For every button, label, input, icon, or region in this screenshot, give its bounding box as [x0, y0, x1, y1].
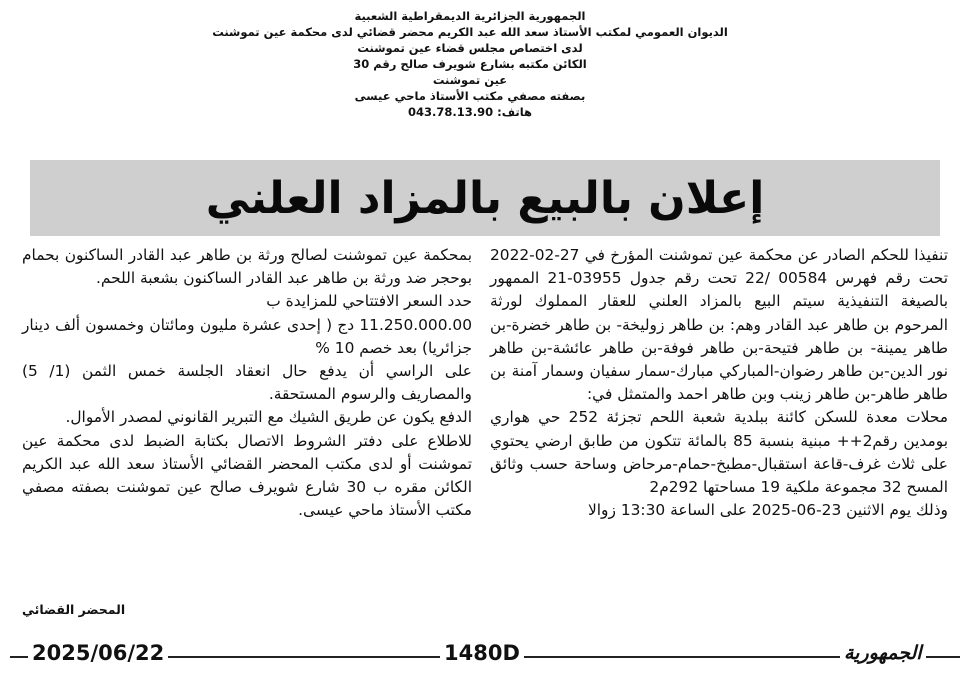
footer-page-number: 1480D	[440, 641, 524, 665]
header-line-2: الديوان العمومي لمكتب الأستاذ سعد الله عبد الكريم محضر قضائي لدى محكمة عين تموشنت	[212, 25, 728, 39]
left-paragraph-3: 11.250.000.00 دج ( إحدى عشرة مليون ومائتان وخمسون ألف دينار جزائريا) بعد خصم 10 %	[22, 315, 472, 357]
header-line-4: الكائن مكتبه بشارع شويرف صالح رقم 30	[353, 57, 587, 71]
newspaper-logo: الجمهورية	[840, 642, 926, 664]
announcement-title: إعلان بالبيع بالمزاد العلني	[205, 172, 765, 224]
header-line-1: الجمهورية الجزائرية الديمقراطية الشعبية	[354, 9, 586, 23]
signature: المحضر القضائي	[22, 602, 126, 617]
left-paragraph-2: حدد السعر الافتتاحي للمزايدة ب	[266, 292, 472, 311]
header-line-3: لدى اختصاص مجلس قضاء عين تموشنت	[357, 41, 583, 55]
header-line-6: بصفته مصفي مكتب الأستاذ ماحي عيسى	[354, 89, 586, 103]
page-footer	[0, 638, 970, 676]
title-banner	[30, 160, 940, 236]
right-column	[490, 244, 948, 522]
left-paragraph-5: الدفع يكون عن طريق الشيك مع التبرير القانوني لمصدر الأموال.	[65, 408, 472, 427]
left-paragraph-1: بمحكمة عين تموشنت لصالح ورثة بن طاهر عبد القادر الساكنون بحمام بوحجر ضد ورثة بن طاهر عبد القادر الساكنون بشعبة اللحم.	[22, 246, 472, 288]
header-block	[150, 8, 790, 120]
header-line-7: هاتف: 043.78.13.90	[407, 105, 533, 119]
left-column	[22, 244, 472, 522]
right-paragraph-2: محلات معدة للسكن كائنة ببلدية شعبة اللحم تجزئة 252 حي هواري بومدين رقم2++ مبنية بنسبة 85 بالمائة تتكون من طابق ارضي يحتوي على ثلاث غرف-قاعة استقبال-مطبخ-حمام-مرحاض وساحة حسب وثائق المسح 32 مجموعة ملكية 19 مساحتها 292م2	[490, 408, 948, 497]
right-paragraph-1: تنفيذا للحكم الصادر عن محكمة عين تموشنت المؤرخ في 27-02-2022 تحت رقم فهرس 00584 /22 تحت رقم جدول 03955-21 الممهور بالصيغة التنفيذية سيتم البيع بالمزاد العلني للعقار المملوك لورثة المرحوم بن طاهر عبد القادر وهم: بن طاهر زوليخة- بن طاهر خضرة-بن طاهر يمينة- بن طاهر فتيحة-بن طاهر فوفة-بن طاهر عائشة-بن طاهر نور الدين-بن طاهر رضوان-المباركي مبارك-سمار سفيان وسمار آمنة بن طاهر طاهر-بن طاهر زينب وبن طاهر احمد والمتمثل في:	[490, 246, 948, 404]
right-paragraph-3: وذلك يوم الاثنين 23-06-2025 على الساعة 13:30 زوالا	[588, 501, 948, 520]
footer-date: 2025/06/22	[28, 641, 168, 665]
left-paragraph-4: على الراسي أن يدفع حال انعقاد الجلسة خمس الثمن (1/ 5) والمصاريف والرسوم المستحقة.	[22, 362, 472, 404]
left-paragraph-6: للاطلاع على دفتر الشروط الاتصال بكتابة الضبط لدى محكمة عين تموشنت أو لدى مكتب المحضر القضائي الأستاذ سعد الله عبد الكريم الكائن مقره ب 30 شارع شويرف صالح عين تموشنت بصفته مصفي مكتب الأستاذ ماحي عيسى.	[22, 431, 473, 520]
header-line-5: عين تموشنت	[432, 73, 508, 87]
